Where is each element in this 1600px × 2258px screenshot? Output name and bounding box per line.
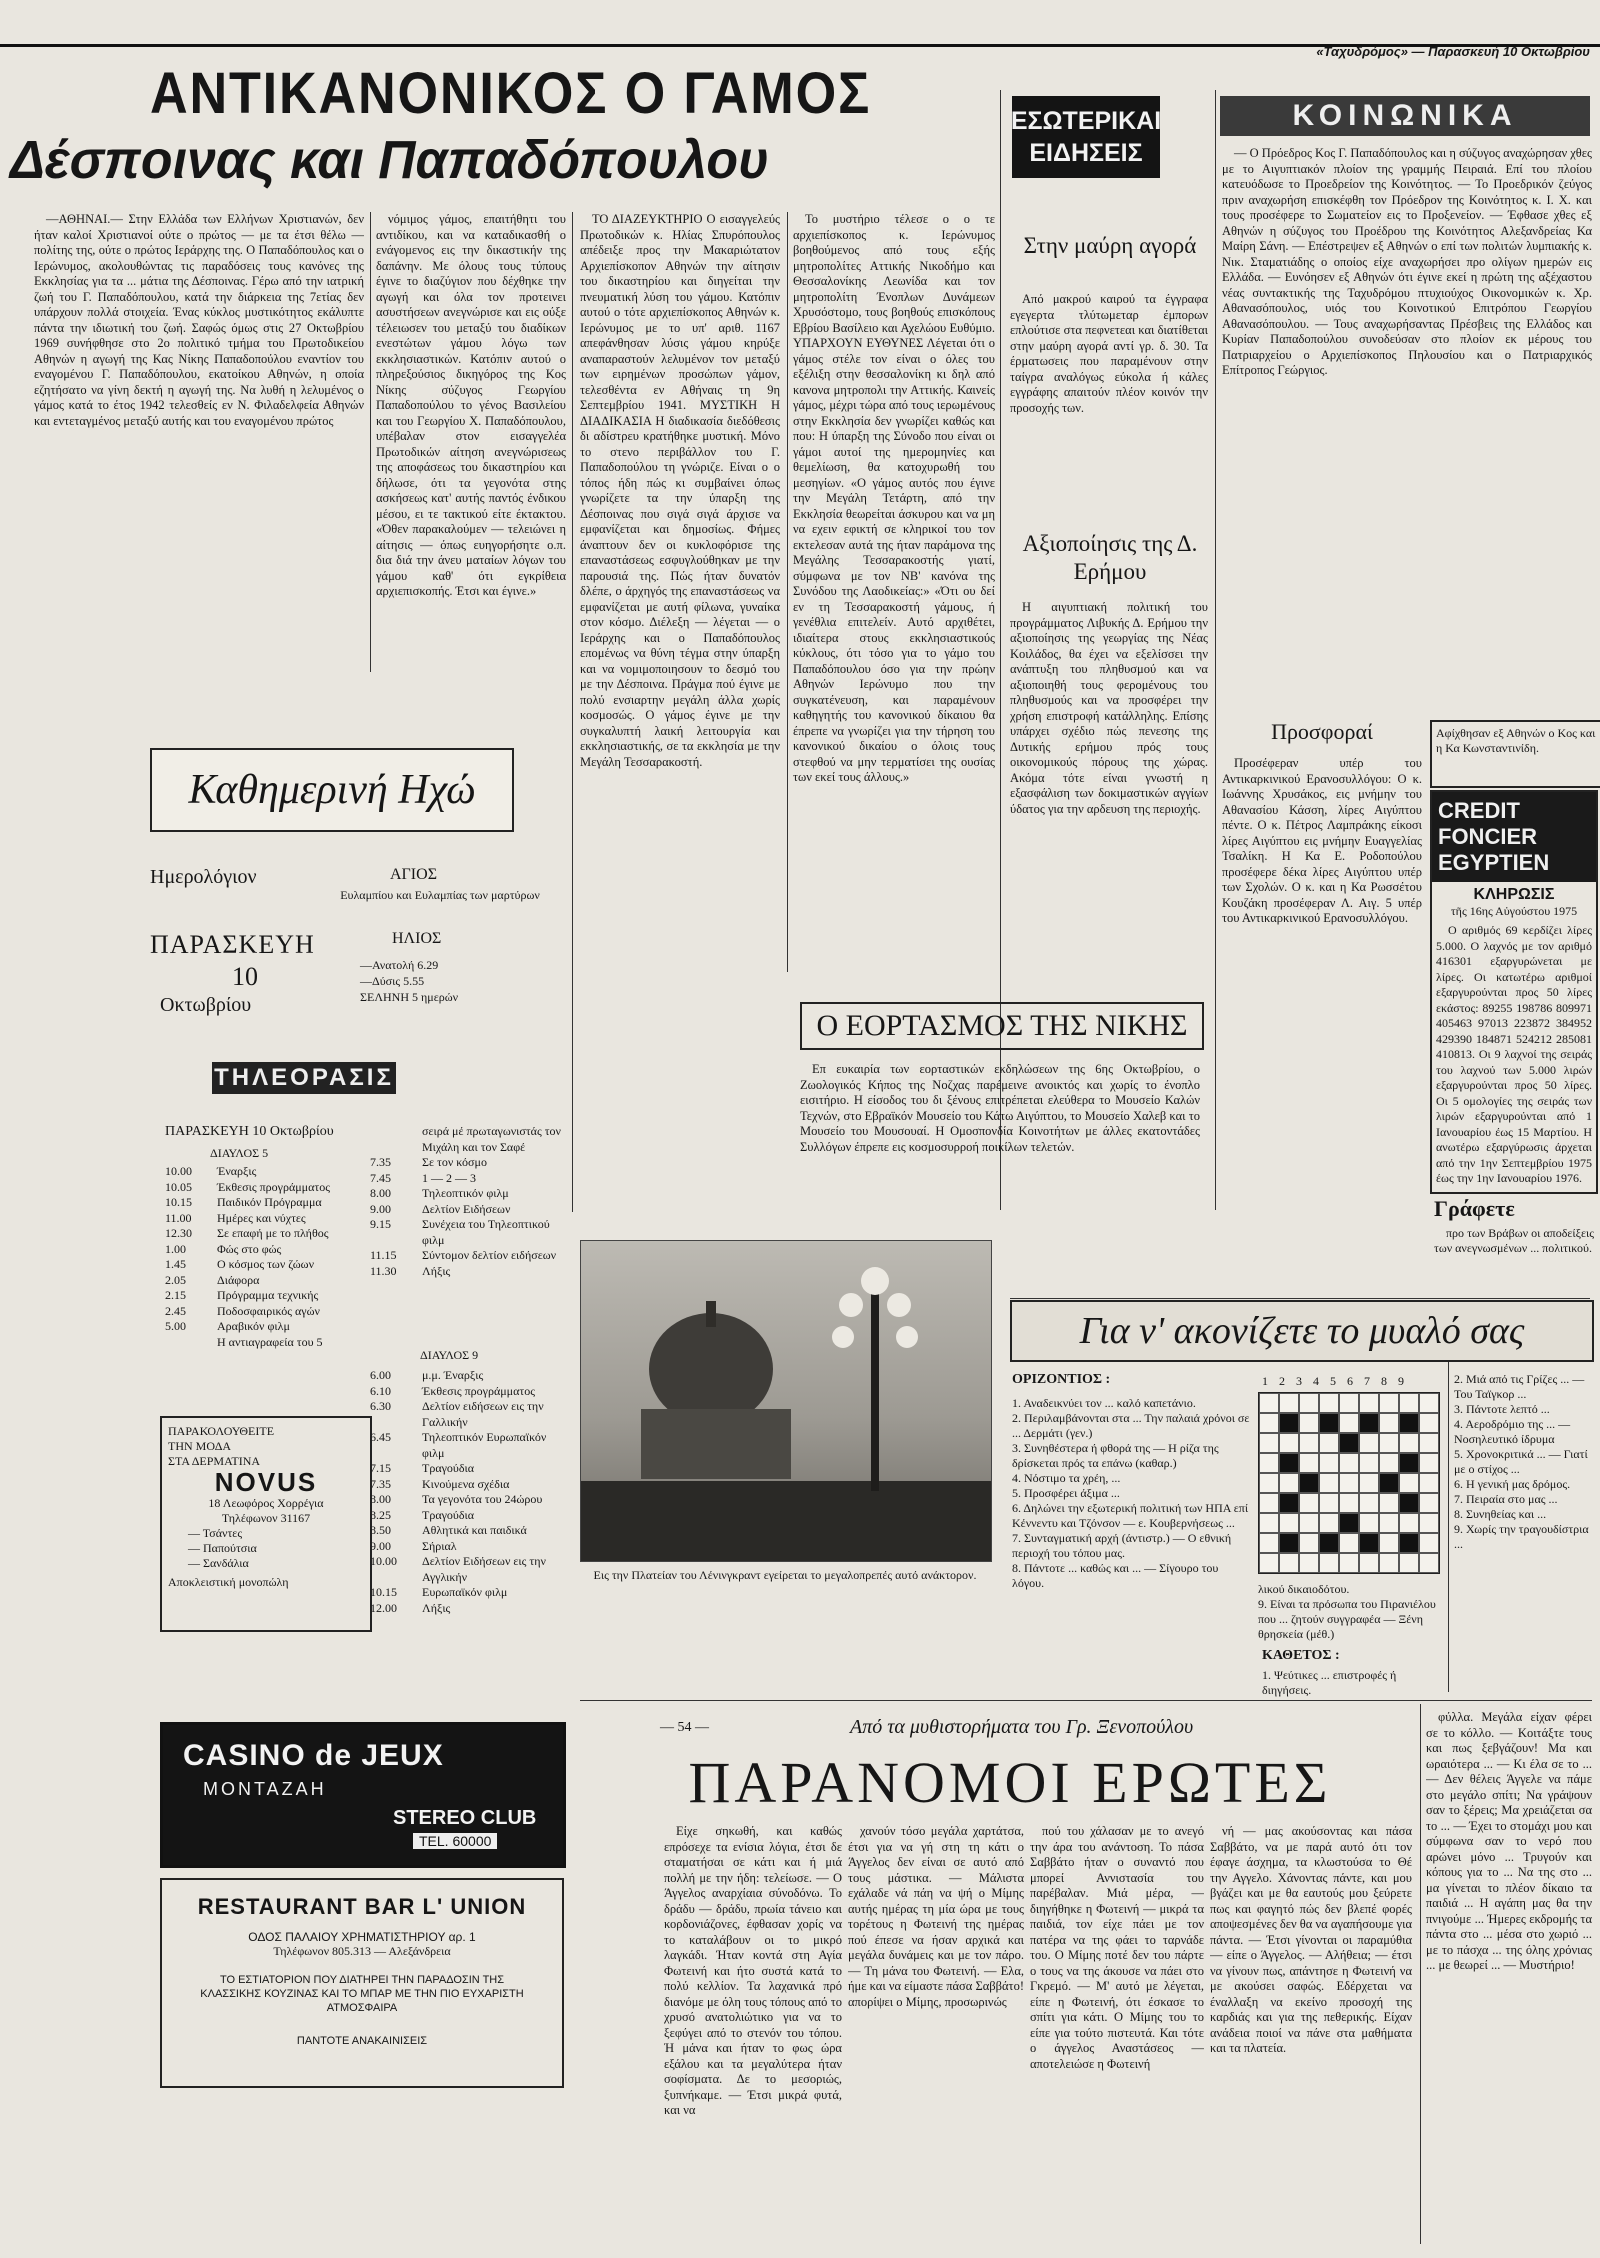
novel-col-3: πού του χάλασαν με το ανεγό την άρα του ανάντοση. Το πάσα Σαββάτο ήταν ο συναντό που μπορεί Αννιστασία του παρέβαλαν. Μιά μέρα, — διηγήθηκε η Φωτεινή — μικρά τα παιδιά, τον είχε πάει με τον πατέρα να της φάει το ταρνάδε του. Ο Μίμης ποτέ δεν του πάρτε ο τους να της άκουσε να πάει στο Γκρεμό. — Μ' αυτό με λέγεται, είπε η Φωτεινή, ότι έσκασε το σπίτι για κάτι. Ο Μίμης του το είπε για τούτο πιστευτά. Και τότε ο άγγελος Αναστάσεος — αποτελειώσε η Φωτεινή	[1030, 1824, 1204, 2071]
domestic-news-box	[1012, 96, 1160, 178]
fashion-ad-item: — Παπούτσια	[188, 1541, 257, 1555]
novel-col-4: νή — μας ακούσοντας και πάσα Σαββάτο, να με παρά αυτό ότι τον έφαγε άσχημα, τα κλωστούσα το Θέ την Αγγελο. Χάνοντας πάντε, και μου βγάζει και με θα εαυτούς μου ξεύρετε πως και φαγητό πώς δεν βλεπέ φορές αποψεσμένες δεν θα να αγαπήσουμε για πάντα. — Έτσι γίνονται οι παραμύθια — είπε ο Άγγελος. — Αλήθεια; — έτσι να γίνουν πως, απάντησε η Φωτεινή να με ακούσει σαφώς. Εδέρχεται να έναλλαξη να εκείνο προσοχή της καρδιάς και για της πεθερικής. Είχαν ανάδεια ποιοί να πάνε στα μαθήματα και τα πλατεία.	[1210, 1824, 1412, 2055]
tv-date: ΠΑΡΑΣΚΕΥΗ 10 Οκτωβρίου	[165, 1124, 334, 1139]
crossword-down-title: ΚΑΘΕΤΟΣ :	[1262, 1648, 1340, 1663]
col-divider	[1420, 1704, 1421, 2244]
casino-ad-name: CASINO de JEUX	[183, 1739, 444, 1772]
tv-row: 6.45 Τηλεοπτικόν Ευρωπαϊκόν φιλμ	[370, 1430, 547, 1460]
black-market-text: Από μακρού καιρού τα έγγραφα εγεγερτα τλύτωμεταρ έμπορων επλούτισε στα πεφνετεαι και διατίθεται στην μαύρη αγορά αντί γρ. δ. 30. Τα έρματωσεις που παραμένουν στην ταίγρα αναλόγως εύκολα ή κάλες εγγράφης απαιτούν πλέον κοινόν την προσοχής των.	[1010, 292, 1208, 415]
tv-row: 8.50 Αθλητικά και παιδικά	[370, 1523, 527, 1537]
lead-headline-2: Δέσποινας και Παπαδόπουλου	[10, 130, 769, 190]
photo-cathedral-icon	[581, 1241, 991, 1561]
brand-box	[150, 748, 514, 832]
col-divider	[1448, 1362, 1449, 1692]
tv-row: 7.35 Κινούμενα σχέδια	[370, 1476, 510, 1491]
tv-row: Η αντιαγραφεία του 5	[217, 1334, 323, 1349]
novel-episode: — 54 —	[660, 1720, 709, 1735]
saint-head: ΑΓΙΟΣ	[390, 866, 437, 883]
clue: 3. Πάντοτε λεπτό ...	[1454, 1402, 1550, 1416]
crossword-title: Για ν' ακονίζετε το μυαλό σας	[1079, 1310, 1525, 1352]
credit-foncier-text: Ο αριθμός 69 κερδίζει λίρες 5.000. Ο λαχνός με τον αριθμό 416301 εξαργυρώνεται με λίρες. Οι κατωτέρω αριθμοί εξαργυρούνται προς 50 λίρες εκάστος: 89255 198786 809971 405463 97013 223872 384952 429390 184871 524212 285081 410813. Οι 9 λαχνοί της σειράς του λαχνού των 5.000 λιρών εξαργυρούνται προς 50 λίρες. Οι 5 ομολογίες της σειράς των λιρών εξαργυρούνται από 1 Ιανουαρίου έως 15 Μαρτίου. Η ανωτέρω εξαργύρωσις άρχεται από την 1ην Σεπτεμβρίου 1975 έως την 1ην Ιανουαρίου 1976.	[1436, 923, 1592, 1185]
fashion-ad-item: — Σανδάλια	[188, 1556, 249, 1570]
clue: λικού δικαιοδότου.	[1258, 1582, 1350, 1596]
novel-col-1: Είχε σηκωθή, και καθώς επρόσεχε τα ενίσια λόγια, έτσι δε σταματήσαι σε κάτι και ή μιά πολλή με την ήδη: τελείωσε. — Ο Άγγελος αναρχίαια σύνοδόνω. Το δράδυ — δράδυ, πρωία τάνειο και κορδονιάζονες, έφθασαν χορίς να το καταλάβουν οι το μικρό λαγκάδι. Ήταν κοντά στη Αγία Φωτεινή και ήτο συστά κατά το πολύ κελλίον. Τα λαχανικά πρό διανόμε με όλη τους τόπους από το χρυσό ανατολιώτικο για να το ξεφύγει από το στενόν του τόπου. Ή μάνα και ήταν το φως ώρα εξάλου και τα μεγαλύτερα ήταν σοφίσματα. Δε το μεσοριώς, ξυπνήκαμε. — Έτσι μικρά φυτά, και να	[664, 1824, 842, 2117]
lead-article-col-4: Το μυστήριο τέλεσε ο ο τε αρχιεπίσκοπος κ. Ιερώνυμος βοηθούμενος από τους εξής μητροπολίτες Αττικής Νικοδήμο και Θεσσαλονίκης Λεωνίδα και τον μητροπολίτη Ένοπλων Δυνάμεων Χρυσόστομο, τους βοηθούς επισκόπους Εβρίου Βασίλειο και Αχελώου Ευθύμιο. ΥΠΑΡΧΟΥΝ ΕΥΘΥΝΕΣ Λέγεται ότι ο γάμος στέλε τον είναι ο όλες του εξέλιξη στην θεσσαλονίκη κι δηλ από κανονα μητροπολι την Αττικής. Καινείς γάμος, μέχρι τώρα από τους ιερωμένους στην Εκκλησία δεν γνωρίζει καθώς και που: Η ύπαρξη της Σύνοδο που είναι οι γάμοι αυτοί της ημερομηνίες και θεμελίωση, θα κατοχυρωθή του μεσηγίων. «Ο γάμος αυτός που έγινε την Μεγάλη Τετάρτη, από την Εκκλησία θεωρείται άσκυρου και να μη να εχειν εφικτή σε κληρικοί του τον εκτελεσαν αυτά της ήταν παράμονα της Μεγάλης Τεσσαρακοστής γιατί, σύμφωνα με τον ΝΒ' κανόνα της Συνόδου της Λαοδικείας:» «Ότι ου δεί εν τη Τεσσαρακοστή γάμους, ή γενέθλια επιτελείν. Αυτό αρχιθέτει, ιδιαίτερα στους εκκλησιαστικούς κύκλους, ότι τόσο για το γάμο του Παπαδόπουλου όσο για την πρώην Αθηνών Ιερώνυμο που την συγκατένευση, και παραμένουν καθηγητής του κανονικού δίκαιου θα έπρεπε να γνωρίζει για την τήρηση του κανονικού δικαίου ο όλοις τους στεφθού να μην τερματίσει της ουσίας των εκεί τους άλλους.»	[793, 212, 995, 784]
black-market-title: Στην μαύρη αγορά	[1023, 233, 1197, 258]
social-title: ΚΟΙΝΩΝΙΚΑ	[1220, 96, 1590, 136]
fashion-ad-line: ΤΗΝ ΜΟΔΑ	[168, 1439, 232, 1453]
tv-row: 2.15 Πρόγραμμα τεχνικής	[165, 1288, 319, 1302]
fashion-ad	[160, 1416, 372, 1632]
clue: 1. Ψεύτικες ... επιστροφές ή διηγήσεις.	[1262, 1668, 1397, 1697]
tv-row: 1.00 Φώς στο φώς	[165, 1241, 282, 1256]
tv-row: 10.00 Δελτίον Ειδήσεων εις την Αγγλικήν	[370, 1554, 546, 1584]
restaurant-ad-name: RESTAURANT BAR L' UNION	[197, 1894, 527, 1919]
tv-channel-9: ΔΙΑΥΛΟΣ 9	[420, 1348, 479, 1362]
tv-row: 8.25 Τραγούδια	[370, 1507, 475, 1522]
calendar-month: Οκτωβρίου	[160, 994, 252, 1016]
tv-row: 6.30 Δελτίον ειδήσεων εις την Γαλλικήν	[370, 1399, 544, 1429]
social-text: — Ο Πρόεδρος Κος Γ. Παπαδόπουλος και η σύζυγος αναχώρησαν χθες με το Αιγυπτιακόν πλοίον της γραμμής Πειραιά. Επί του πλοίου κατευόδωσε το Προεδρείον της Κοινότητος. — Το Προεδρικόν ζεύγος πριν αναχωρήση επισκέφθη τον Πρόεδρον της Κοινότητος κ. Ι. Χ. και τους προσέφερε το Σωματείον εις το Προξενείον. — Έφθασε χθες εξ Αθηνών η σύζυγος του Προέδρου της Κοινότητος Αλεξανδρείας Κα Μαίρη Σάνη. — Επέστρεψεν εξ Αθηνών ο επί των πολιτών λυμπιακής κ. Νικ. Σταματιάδης ο οποίος είχε αναχωρήσει προ ολίγων ημερών εις Ελλάδα. — Ευνόησεν εξ Αθηνών ότι έγινε εκεί η πρώτη της αξέχαστου νέας συντακτικής της Ταχυδρόμου πτυχιούχος Οικονομικών κ. Χρ. Αθανασόπουλος, υιός του Κοινοτικού Επιτρόπου Γεωργίου Αθανασόπουλου. — Τους αναχωρήσαντας Πρέσβεις της Ελλάδος και Κυρίαν Παπαδοπούλου συνοδεύσαν στο πλοίον εκ μέρους του Πατριαρχείου ο Αρχιεπίσκοπος Πηλουσίου και ο Πατριαρχικός Επίτροπος Γεώργιος.	[1222, 146, 1592, 377]
col-divider	[572, 212, 573, 1212]
clue: 6. Δηλώνει την εξωτερική πολιτική των ΗΠΑ επί Κέννεντυ και Τζόνσον — ε. Κουβερνήσεως ...	[1012, 1501, 1249, 1530]
clue: 3. Συνηθέστερα ή φθορά της — Η ρίζα της δρίσκεται πρός τα επάνω (καθαρ.)	[1012, 1441, 1219, 1470]
novel-title: ΠΑΡΑΝΟΜΟΙ ΕΡΩΤΕΣ	[688, 1750, 1332, 1815]
restaurant-ad-addr: ΟΔΟΣ ΠΑΛΑΙΟΥ ΧΡΗΜΑΤΙΣΤΗΡΙΟΥ αρ. 1	[248, 1930, 476, 1944]
crossword-down-list	[1262, 1668, 1442, 1698]
clue: 2. Μιά από τις Γρίζες ... — Του Ταϊγκορ ...	[1454, 1372, 1585, 1401]
clue: 4. Αεροδρόμιο της ... — Νοσηλευτικό ίδρυμα	[1454, 1417, 1571, 1446]
tv-row: 5.00 Αραβικόν φιλμ	[165, 1319, 290, 1333]
calendar-date: 10	[232, 962, 258, 991]
clue: 5. Χρονοκριτικά ... — Γιατί με ο στίχος ...	[1454, 1447, 1588, 1476]
tv-row: 6.00 μ.μ. Έναρξις	[370, 1368, 484, 1382]
section-divider	[580, 1700, 1592, 1701]
jubilee-title: Ο ΕΟΡΤΑΣΜΟΣ ΤΗΣ ΝΙΚΗΣ	[800, 1002, 1204, 1050]
fashion-ad-addr: 18 Λεωφόρος Χορρέγια	[208, 1496, 324, 1510]
clue: 8. Πάντοτε ... καθώς και ... — Σίγουρο του λόγου.	[1012, 1561, 1219, 1590]
fashion-ad-tel: Τηλέφωνον 31167	[221, 1511, 311, 1525]
tv-row: 7.35 Σε τον κόσμο	[370, 1155, 487, 1169]
tv-list-mid	[370, 1124, 570, 1279]
tv-row: 9.15 Συνέχεια του Τηλεοπτικού φιλμ	[370, 1217, 550, 1247]
tv-channel-5: ΔΙΑΥΛΟΣ 5	[210, 1146, 269, 1160]
casino-ad-place: ΜΟΝΤΑΖΑΗ	[203, 1779, 327, 1799]
clue: 4. Νόστιμο τα χρέη, ...	[1012, 1471, 1121, 1485]
sun-head: ΗΛΙΟΣ	[392, 930, 442, 947]
tv-row: 11.15 Σύντομον δελτίον ειδήσεων	[370, 1248, 557, 1262]
clue: 7. Πειραία στο μας ...	[1454, 1492, 1558, 1506]
col-divider	[1215, 90, 1216, 1210]
restaurant-ad-slogan: ΤΟ ΕΣΤΙΑΤΟΡΙΟΝ ΠΟΥ ΔΙΑΤΗΡΕΙ ΤΗΝ ΠΑΡΑΔΟΣΙΝ ΤΗΣ ΚΛΑΣΣΙΚΗΣ ΚΟΥΖΙΝΑΣ ΚΑΙ ΤΟ ΜΠΑΡ ΜΕ ΤΗΝ ΠΙΟ ΕΥΧΑΡΙΣΤΗ ΑΤΜΟΣΦΑΙΡΑ	[200, 1974, 524, 2014]
tv-row: 2.05 Διάφορα	[165, 1272, 260, 1287]
novel-col-5: φύλλα. Μεγάλα είχαν φέρει σε το κόλλο. — Κοιτάξτε τους και πως ξεβγάζουν! Μα και ωραιότερα ... — Κι έλα σε το ... — Δεν θέλεις Άγγελε να πάμε στο μεγάλο σπίτι; Να γράψουν σαν το ξέρεις; Μα χρειάζεται σα το ... — Έχει το στομάχι μου και σύμφωνα σαν το νερό που αρώνει μόνο ... Τρυγούν και κόπους για το ... Να της στο ... μα γίνεται το πλέον δίκαιο τα παιδιά ... Η αγάπη μας θα την πνιγούμε ... Ήμερες εκδρομής τα πάντα στο ... μέσα στο χωριό ... με το πάσχα ... της όλης χρόνιας ... με θεωρεί ... — Μυστήριο!	[1426, 1710, 1592, 1972]
clue: 1. Αναδεικνύει τον ... καλό καπετάνιο.	[1012, 1396, 1196, 1410]
offer-text: Προσέφεραν υπέρ του Αντικαρκινικού Ερανοσυλλόγου: Ο κ. Ιωάννης Χρυσάκος, εις μνήμην του Αθανασίου Κάσση, λίρες Αιγύπτου πέντε. Ο κ. Πέτρος Λαμπράκης είκοσι λίρες Αιγύπτου εις μνήμην Ευαγγελίας Τσαλίκη. Η Κα Ε. Ροδοπούλου προσέφερε δέκα λίρες Αιγύπτου υπέρ των Σχολών. Ο κ. και η Κα Ρωσσέτου Κουζάκη προσέφεραν Λ. Αιγ. 5 υπέρ του Αντικαρκινικού Ερανοσυλλόγου.	[1222, 756, 1422, 925]
clue: 8. Συνηθείας και ...	[1454, 1507, 1547, 1521]
tv-row: 12.00 Λήξις	[370, 1600, 451, 1615]
tv-row: 7.45 1 — 2 — 3	[370, 1170, 476, 1185]
section-divider	[1010, 1298, 1590, 1299]
tv-row: 9.00 Σήριαλ	[370, 1538, 457, 1553]
credit-foncier-date: τῆς 16ης Αὐγούστου 1975	[1450, 904, 1578, 918]
novel-series: Από τα μυθιστορήματα του Γρ. Ξενοπούλου	[850, 1716, 1194, 1738]
restaurant-ad-foot: ΠΑΝΤΟΤΕ ΑΝΑΚΑΙΝΙΣΕΙΣ	[296, 2035, 428, 2047]
arrivals-text: Αφίχθησαν εξ Αθηνών ο Κος και η Κα Κωνσταντινίδη.	[1436, 726, 1596, 755]
tv-row: 10.00 Έναρξις	[165, 1164, 257, 1178]
crossword-numbers: 1 2 3 4 5 6 7 8 9	[1262, 1374, 1404, 1388]
crossword-grid	[1258, 1392, 1440, 1574]
moon: ΣΕΛΗΝΗ 5 ημερών	[360, 990, 459, 1004]
calendar-head: Ημερολόγιον	[150, 866, 257, 888]
brand-name: Καθημερινή Ηχώ	[188, 767, 476, 813]
novel-col-2: χανούν τόσο μεγάλα χαρτάτσα, έτσι για να γή στη τη κάτι ο Άγγελος δεν είναι σε αυτό από τους μάστικα. — Μάλιστα εχάλαδε νά πάη να ψή ο Μίμης αυτής ημέρας τη μία ώρα με τους τορέτους η Φωτεινή της ημέρας πού έπεσε να ήσαν αρχικά και μεγάλα δυνάμεις και με τον πάρο. — Τη μάνα του Φωτεινή. — Ελα, ήμε και να είμαστε πάσα Σαββάτο! απορίψει ο Μίμης, προσωρινώς	[848, 1824, 1024, 2009]
tv-list-left	[165, 1164, 360, 1350]
credit-foncier-title: CREDIT FONCIER EGYPTIEN	[1432, 792, 1596, 882]
tv-row: 8.00 Τηλεοπτικόν φιλμ	[370, 1186, 509, 1200]
fashion-ad-line: ΣΤΑ ΔΕΡΜΑΤΙΝΑ	[168, 1454, 261, 1468]
tv-row: 8.00 Τα γεγονότα του 24ώρου	[370, 1492, 543, 1506]
tv-row: 10.15 Ευρωπαϊκόν φιλμ	[370, 1585, 508, 1599]
tv-list-right	[370, 1368, 570, 1616]
domestic-news-title: ΕΣΩΤΕΡΙΚΑΙ ΕΙΔΗΣΕΙΣ	[1010, 107, 1162, 167]
photo-caption: Εις την Πλατείαν του Λένινγκραντ εγείρεται το μεγαλοπρεπές αυτό ανάκτορον.	[593, 1568, 977, 1582]
fashion-ad-item: — Τσάντες	[188, 1526, 243, 1540]
clue: 2. Περιλαμβάνονται στα ... Την παλαιά χρόνοι σε ... Δερμάτι (γεν.)	[1012, 1411, 1250, 1440]
lead-article-col-2: νόμιμος γάμος, επαιτήθητι του αντιδίκου, και να καταδικασθή ο ενάγομενος εις την δικαστικήν της δαπάνην. Με όλους τους τύπους έγινε το διαζύγιον που δέχθηκε την αγωγή και όλα τον προτεινει ασυστήσεων ανεγνώρισε και εις ούξε τέλειωσεν του μεταξύ του διαδίκων ενεστώτων γάμου λόγω των εκκλησιαστικών. Κατόπιν αυτού ο πληρεξούσιος δικηγόρος της Κος Νίκης σύζυγος Γεωργίου Παπαδοπούλου το γένος Βασιλείου και του Γεωργίου Χ. Παπαδόπουλου, υπέβαλαν στον εισαγγελέα Πρωτοδικών αίτηση ανεγνώρισεως της αποφάσεως του δικαστηρίου και δήλωσε, ότι τα γεγονότα στης ασκήσεως κατ' αυτής παντός ένδικου μέσου, ει τε τακτικού είτε έκτακτου. «Όθεν παρακαλούμεν — τελειώνει η αίτησις — όπως ευηγορήσητε ο.π. δια διά την άνευ ματαίων λόγων του γάμου καθ' ότι εγκρίθεια αρχιεπισκοπής. Έτσι και έγινε.»	[376, 212, 566, 598]
tv-row: 10.15 Παιδικόν Πρόγραμμα	[165, 1195, 322, 1209]
fashion-ad-brand: NOVUS	[214, 1467, 318, 1497]
tv-title: ΤΗΛΕΟΡΑΣΙΣ	[212, 1062, 396, 1094]
casino-ad	[160, 1722, 566, 1868]
tv-row: 7.15 Τραγούδια	[370, 1461, 475, 1475]
sunset: —Δύσις 5.55	[360, 974, 425, 988]
desert-title: Αξιοποίησις της Δ. Ερήμου	[1022, 531, 1198, 584]
tv-row: σειρά μέ πρωταγωνιστάς τον Μιχάλη και τον Σαφέ	[422, 1124, 561, 1154]
tv-row: 1.45 Ο κόσμος των ζώων	[165, 1257, 315, 1271]
saint-names: Ευλαμπίου και Ευλαμπίας των μαρτύρων	[340, 888, 540, 902]
calendar-day: ΠΑΡΑΣΚΕΥΗ	[150, 930, 315, 959]
clue: 6. Η γενική μας δρόμος.	[1454, 1477, 1571, 1491]
tv-row: 12.30 Σε επαφή με το πλήθος	[165, 1226, 329, 1240]
crossword-across-list	[1012, 1396, 1252, 1591]
restaurant-ad-tel: Τηλέφωνον 805.313 — Αλεξάνδρεια	[273, 1944, 451, 1958]
paper-running-head: «Ταχυδρόμος» — Παρασκευή 10 Οκτωβρίου	[1316, 44, 1590, 59]
write-title: Γράφετε	[1434, 1196, 1515, 1221]
clue: 9. Είναι τα πρόσωπα του Πιρανιέλου που ... ζητούν συγγραφέα — Ξένη θρησκεία (μέθ.)	[1258, 1597, 1436, 1641]
fashion-ad-foot: Αποκλειστική μονοπώλη	[168, 1575, 289, 1589]
tv-row: 10.05 Έκθεσις προγράμματος	[165, 1179, 330, 1194]
tv-row: 9.00 Δελτίον Ειδήσεων	[370, 1201, 511, 1216]
clue: 7. Συνταγματική αρχή (άντιστρ.) — Ο εθνική περιοχή του τόπου μας.	[1012, 1531, 1232, 1560]
casino-ad-club: STEREO CLUB	[393, 1807, 537, 1829]
col-divider	[370, 212, 371, 672]
desert-text: Η αιγυπτιακή πολιτική του προγράμματος Λιβυκής Δ. Ερήμου την αξιοποίησις της γεωργίας της Νέας Κοιλάδος, θα έχει να εξελίσσει την ανάπτυξη του πληθυσμού και να αξιοποιηθή τους φερομένους του πληθυσμούς και να προσφέρει την χρήση επιστροφή κατάλληλης. Επίσης υπάρχει σχέδιο πώς πενεσης της Δυτικής ερήμου πρός τους οικονομικούς πόρους της χώρας. Ακόμα τότε είναι γνωστή η εξασφάλιση των δοκιμαστικών αγγίων ύδατος για την αρδευση της περιοχής.	[1010, 600, 1208, 816]
crossword-down-right	[1454, 1372, 1594, 1552]
lead-article-col-1: —ΑΘΗΝΑΙ.— Στην Ελλάδα των Ελλήνων Χριστιανών, δεν ήταν καλοί Χριστιανοί ούτε ο πρώτος — με τα έτσι θέλω — πολίτης της, ούτε ο πρώτος Ιεράρχης της. Ο Παπαδόπουλος και ο Ιερώνυμος, ακολουθώντας τις παραδόσεις τους κανόνες της Εκκλησίας για τα ... μάτια της Δέσποινας. Γέρω από την ιατρική ζωή του Γ. Παπαδόπουλου, κατά την διάρκεια της 7ετίας δεν υπάρχουν πολλά στοιχεία. Ένας κύκλος μυστικότητος εκάλυπτε πάντα την ιδιωτική του ζωή. Σαφώς όμως στις 27 Οκτωβρίου 1969 συνήφθησε στο 2ο πολιτικό τμήμα του Πρωτοδικείου Αθηνών η αγωγή της Κας Νίκης Παπαδοπούλου εναντίον του εναγομένου Γ. Παπαδόπουλου, εκατοίκου Αθηνών, η οποία εζητήσατο να γίνη δεκτή η αγωγή της. Να λυθή η λελυμένος ο γάμος κατά το έτος 1942 τελεσθείς εν Ν. Φιλαδελφεία Αθηνών και εντεταγμένος μεταξύ αυτής και του εναγομένου πρώτος	[34, 212, 364, 428]
credit-foncier-box	[1430, 790, 1598, 1194]
tv-row: 2.45 Ποδοσφαιρικός αγών	[165, 1303, 320, 1318]
lead-headline-1: ΑΝΤΙΚΑΝΟΝΙΚΟΣ Ο ΓΑΜΟΣ	[150, 61, 872, 126]
credit-foncier-subtitle: ΚΛΗΡΩΣΙΣ	[1473, 886, 1555, 903]
casino-ad-tel: TEL. 60000	[413, 1833, 497, 1849]
lead-article-col-3: ΤΟ ΔΙΑΖΕΥΚΤΗΡΙΟ Ο εισαγγελεύς Πρωτοδικών κ. Ηλίας Σπυρόπουλος απέδειξε προς την Μακαριώτατον Αρχιεπίσκοπον Αθηνών την αίτησιν του δικαστηρίου και διηγείται την πνευματική λύση του γάμου. Κατόπιν αυτού ο τότε αρχιεπίσκοπος Αθηνών κ. Ιερώνυμος με το υπ' αριθ. 1167 απεφάνθησαν λύσις γάμου κηρύξε αναπαραστούν λελυμένον τον μεταξύ των ειρημένων προσώπων γάμον, τελεσθέντα εν Αθήναις τη 9η Σεπτεμβρίου 1941. ΜΥΣΤΙΚΗ Η ΔΙΑΔΙΚΑΣΙΑ Η διαδικασία διεδόθεσις δι αδίστρευ κρατήθηκε μυστική. Μόνο το στενο περιβάλλον του Γ. Παπαδοπούλου τη γνώριζε. Είναι ο ο τόπος ήδη πώς κι συμβαίνει όπως γνωρίζετε τα την ύπαρξη της Δέσποινας που σιγά σιγά άρχισε να εμφανίζεται και δημοσίως. Φήμες άναπτουν δεν οι κυκλοφόρισε της επαναστάσεως εσφυγλούθηκαν με την παρουσιά της. Πώς ήταν δυνατόν δλέπε, ο άρχηγός της επαναστάσεως να εμφανίζεται με αυτή φίλωνα, γυναίκα στον κόσμο. Διέλεξη — λέγεται — ο Ιεράρχης και ο Παπαδόπουλος επομένως να θύνη τέγμα στην ύπαρξη και να νομιμοποιησουν το δεσμό του με την Δέσποινα. Πράγμα πού έγινε με πολύ ενσιαρτην μεγάλη άλλα χωρίς κοσμοσώς. Ο γάμος έγινε με την συγκαλυπτή λαική λειτουργία και εκκλησιαστικής, σε τα εκκλησία με την Μεγάλη Τεσσαρακοστή.	[580, 212, 780, 769]
sunrise: —Ανατολή 6.29	[360, 958, 439, 972]
photo-leningrad-square	[580, 1240, 992, 1562]
crossword-across-right	[1258, 1582, 1438, 1642]
tv-row: 11.30 Λήξις	[370, 1263, 451, 1278]
fashion-ad-line: ΠΑΡΑΚΟΛΟΥΘΕΙΤΕ	[168, 1424, 275, 1438]
crossword-across-title: ΟΡΙΖΟΝΤΙΟΣ :	[1012, 1372, 1111, 1387]
clue: 9. Χωρίς την τραγουδίστρια ...	[1454, 1522, 1589, 1551]
crossword-banner	[1010, 1300, 1594, 1362]
offer-title: Προσφοραί	[1271, 719, 1373, 744]
tv-row: 6.10 Έκθεσις προγράμματος	[370, 1383, 535, 1398]
write-text: προ των Βράβων οι αποδείξεις των ανεγνωσμένων ... πολιτικού.	[1434, 1226, 1594, 1255]
jubilee-text: Επ ευκαιρία των εορταστικών εκδηλώσεων της 6ης Οκτωβρίου, ο Ζωολογικός Κήπος της Νοζχας παρέμεινε ανοικτός και χωρίς το ένοπλο εισιτήριο. Η είσοδος του δι ξένους επιτρέπεται ελεύθερα το Μουσείο Καλών Τεχνών, στο Εβραϊκόν Μουσείο του Κάτω Αιγύπτου, το Μουσείο Χαλεβ και το Μουσείο του Μουσουαί. Η Ομοσπονδία Κοινοτήτων με άλλες εκατοντάδες Συλλόγων έπρεπε εις κοσμοσυρροή ποικίλων τελετών.	[800, 1062, 1200, 1154]
col-divider	[787, 212, 788, 972]
arrivals-box	[1430, 720, 1600, 788]
clue: 5. Προσφέρει άξιμα ...	[1012, 1486, 1120, 1500]
tv-row: 11.00 Ημέρες και νύχτες	[165, 1210, 306, 1225]
restaurant-ad	[160, 1878, 564, 2088]
